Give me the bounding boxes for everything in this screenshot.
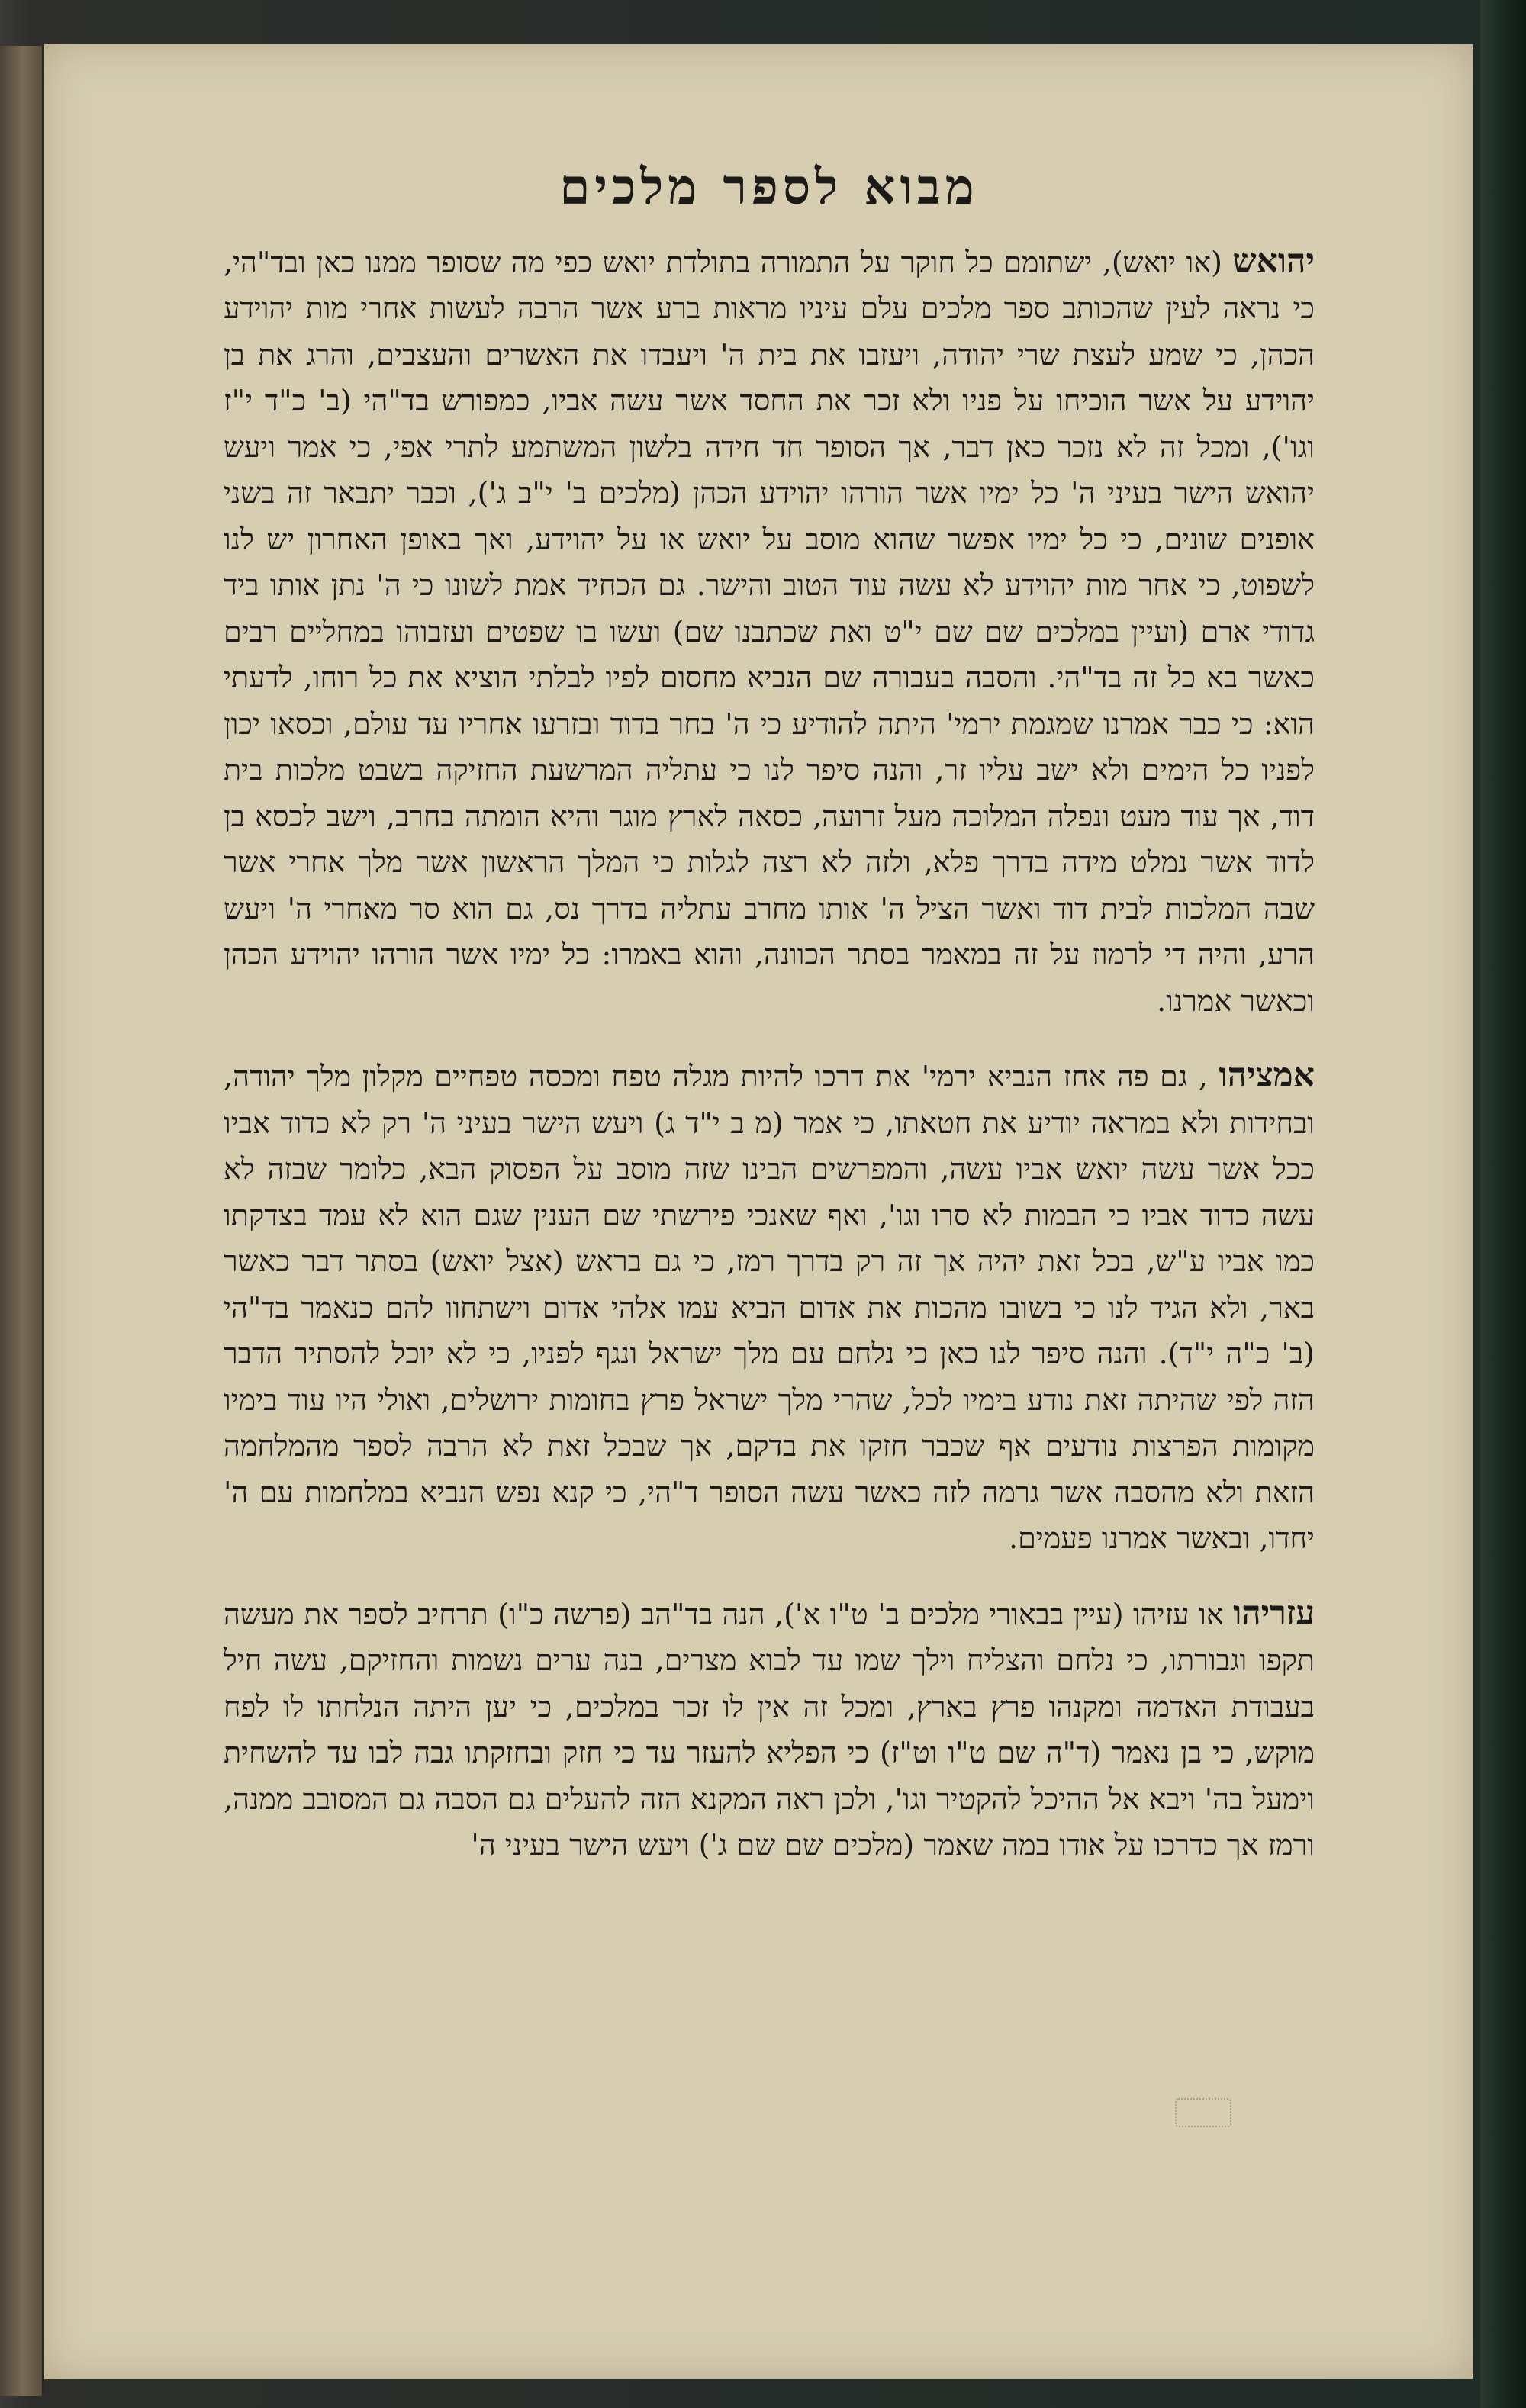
- paragraph-lead: אמציהו: [1219, 1056, 1315, 1096]
- paragraph-text: (או יואש), ישתומם כל חוקר על התמורה בתולדת יואש כפי מה שסופר ממנו כאן ובד"הי, כי נראה לעין שהכותב ספר מלכים עלם עיניו מראות ברע אשר הרבה לעשות אחרי מות יהוידע הכהן, כי שמע לעצת שרי יהודה, ויעזבו את בית ה' ויעבדו את האשרים והעצבים, והרג את בן יהוידע על אשר הוכיחו על פניו ולא זכר את החסד אשר עשה אביו, כמפורש בד"הי (ב' כ"ד י"ז וגו'), ומכל זה לא נזכר כאן דבר, אך הסופר חד חידה בלשון המשתמע לתרי אפי, כי אמר ויעש יהואש הישר בעיני ה' כל ימיו אשר הורהו יהוידע הכהן (מלכים ב' י"ב ג'), וכבר יתבאר זה בשני אופנים שונים, כי כל ימיו אפשר שהוא מוסב על יואש או על יהוידע, ואך באופן האחרון יש לנו לשפוט, כי אחר מות יהוידע לא עשה עוד הטוב והישר. גם הכחיד אמת לשונו כי ה' נתן אותו ביד גדודי ארם (ועיין במלכים שם שם י"ט ואת שכתבנו שם) ועשו בו שפטים ועזבוהו במחליים רבים כאשר בא כל זה בד"הי. והסבה בעבורה שם הנביא מחסום לפיו לבלתי הוציא את כל רוחו, לדעתי הוא: כי כבר אמרנו שמגמת ירמי' היתה להודיע כי ה' בחר בדוד ובזרעו אחריו עד עולם, וכסאו יכון לפניו כל הימים ולא ישב עליו זר, והנה סיפר לנו כי עתליה המרשעת החזיקה בשבט מלכות בית דוד, אך עוד מעט ונפלה המלוכה מעל זרועה, כסאה לארץ מוגר והיא הומתה בחרב, וישב לכסא בן לדוד אשר נמלט מידה בדרך פלא, ולזה לא רצה לגלות כי המלך הראשון אשר מלך אחרי אשר שבה המלכות לבית דוד ואשר הציל ה' אותו מחרב עתליה בדרך נס, גם הוא סר מאחרי ה' ויעש הרע, והיה די לרמוז על זה במאמר בסתר הכוונה, והוא באמרו: כל ימיו אשר הורהו יהוידע הכהן וכאשר אמרנו.: [224, 245, 1315, 1018]
- faint-stamp-mark: [1175, 2098, 1231, 2127]
- paragraph-azaryahu: [224, 1591, 1315, 1869]
- book-page: [44, 44, 1473, 2379]
- paragraph-text: , גם פה אחז הנביא ירמי' את דרכו להיות מגלה טפח ומכסה טפחיים מקלון מלך יהודה, ובחידות ולא במראה יודיע את חטאתו, כי אמר (מ ב י"ד ג) ויעש הישר בעיני ה' רק לא כדוד אביו ככל אשר עשה יואש אביו עשה, והמפרשים הבינו שזה מוסב על הפסוק הבא, כלומר שבזה לא עשה כדוד אביו כי הבמות לא סרו וגו', ואף שאנכי פירשתי שם הענין שגם הוא לא עמד בצדקתו כמו אביו ע"ש, בכל זאת יהיה אך זה רק בדרך רמז, כי גם בראש (אצל יואש) בסתר דבר כאשר באר, ולא הגיד לנו כי בשובו מהכות את אדום הביא עמו אלהי אדום וישתחוו להם כנאמר בד"הי (ב' כ"ה י"ד). והנה סיפר לנו כאן כי נלחם עם מלך ישראל ונגף לפניו, כי לא יוכל להסתיר הדבר הזה לפי שהיתה זאת נודע בימיו לכל, שהרי מלך ישראל פרץ בחומות ירושלים, ואולי היו עוד בימיו מקומות הפרצות נודעים אף שכבר חזקו את בדקם, אך שבכל זאת לא הרבה לספר מהמלחמה הזאת ולא מהסבה אשר גרמה לזה כאשר עשה הסופר ד"הי, כי קנא נפש הנביא במלחמות עם ה' יחדו, ובאשר אמרנו פעמים.: [224, 1060, 1315, 1556]
- paragraph-lead: יהואש: [1232, 241, 1315, 281]
- book-binding: [0, 46, 43, 2396]
- page-title: מבוא לספר מלכים: [559, 159, 979, 216]
- paragraph-text: או עזיהו (עיין בבאורי מלכים ב' ט"ו א'), הנה בד"הב (פרשה כ"ו) תרחיב לספר את מעשה תקפו וגבורתו, כי נלחם והצליח וילך שמו עד לבוא מצרים, בנה ערים נשמות והחזיקם, עשה חיל בעבודת האדמה ומקנהו פרץ בארץ, ומכל זה אין לו זכר במלכים, כי יען היתה הנלחתו לו לפח מוקש, כי בן נאמר (ד"ה שם ט"ו וט"ז) כי הפליא להעזר עד כי חזק ובחזקתו גבה לבו עד להשחית וימעל בה' ויבא אל ההיכל להקטיר וגו', ולכן ראה המקנא הזה להעלים גם הסבה גם המסובב ממנה, ורמז אך כדרכו על אודו במה שאמר (מלכים שם שם ג') ויעש הישר בעיני ה': [224, 1597, 1315, 1862]
- page-content: [224, 159, 1315, 1869]
- paragraph-yehoash: [224, 239, 1315, 1025]
- cover-edge: [1480, 0, 1526, 2408]
- paragraph-amatzyahu: [224, 1053, 1315, 1562]
- paragraph-lead: עזריהו: [1233, 1593, 1315, 1633]
